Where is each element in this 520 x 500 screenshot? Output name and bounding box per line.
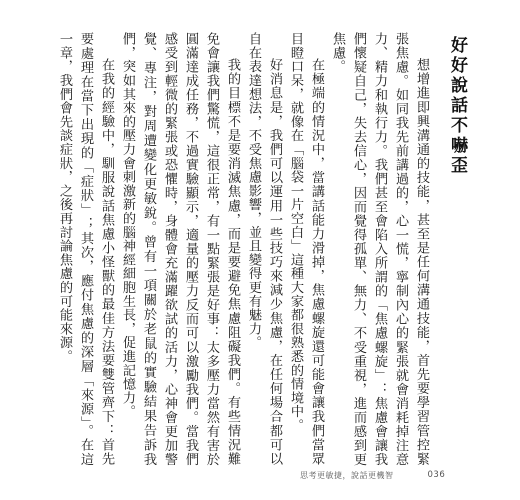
paragraph: 在極端的情況中，當講話能力滑掉，焦慮螺旋還可能會讓我們當眾目瞪口呆，就像在「腦袋一片空白」這種大家都很熟悉的情境中。 [288, 32, 324, 466]
body-text [54, 32, 432, 466]
paragraph: 想增進即興溝通的技能，甚至是任何溝通技能，首先要學習管控緊張焦慮。如同我先前講過的，心一慌，寧制內心的緊張就會消耗掉注意力、精力和執行力。我們甚至會陷入所謂的「焦慮螺旋」：焦慮會讓我們懷疑自己，失去信心，因而覺得孤單、無力、不受重視，進而感到更焦慮。 [330, 32, 429, 466]
page-footer [300, 468, 500, 482]
running-footer-title: 思考更敏捷，說話更機智 [300, 470, 394, 480]
paragraph: 我的目標不是要消滅焦慮，而是要避免焦慮阻礙我們。有些情況難免會讓我們驚慌，這很正常，有一點緊張是好事：太多壓力當然有害於圓滿達成任務，不過實驗顯示，適量的壓力反而可以激勵我們。當我們感受到輕微的緊張或恐懼時，身體會充滿躍欲試的活力，心神會更加警覺、專注，對周遭變化更敏銳。曾有一項關於老鼠的實驗結果告訴我們，突如其來的壓力會刺激新的腦神經細胞生長，促進記憶力。 [120, 32, 240, 466]
page-number: 036 [427, 470, 446, 480]
section-heading: 好好說話不嚇歪 [447, 36, 467, 176]
paragraph: 好消息是，我們可以運用一些技巧來減少焦慮，在任何場合都可以自在表達想法，不受焦慮影響，並且變得更有魅力。 [246, 32, 282, 466]
paragraph: 在我的經驗中，馴服說話焦慮小怪獸的最佳方法要雙管齊下：首先要處理在當下出現的「症狀」；其次，應付焦慮的深層「來源」。在這一章，我們會先談症狀，之後再討論焦慮的可能來源。 [57, 32, 114, 466]
